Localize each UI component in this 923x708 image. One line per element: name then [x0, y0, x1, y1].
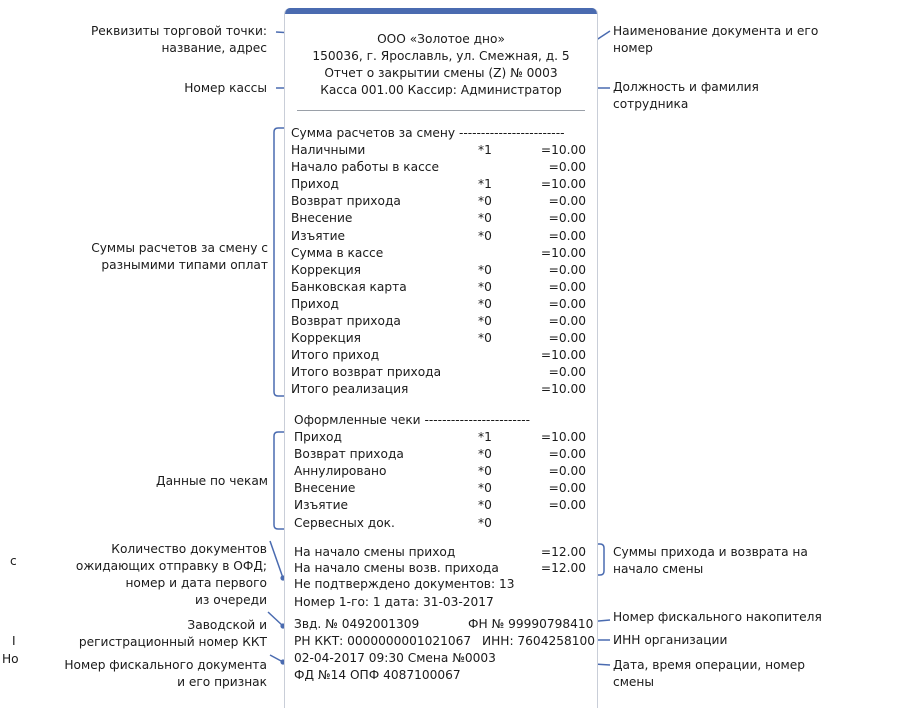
row-label: Приход [291, 177, 339, 192]
row-label: Возврат прихода [291, 194, 401, 209]
row-amount: =0.00 [548, 194, 586, 209]
annotation-datetime: Дата, время операции, номер смены [613, 658, 805, 689]
annotation-register: Номер кассы [184, 81, 267, 95]
header-divider [297, 110, 585, 111]
row-label: На начало смены приход [294, 545, 456, 559]
row-amount: =0.00 [548, 262, 586, 277]
first-doc-number: Номер 1-го: 1 дата: 31-03-2017 [294, 595, 494, 609]
row-amount: =0.00 [548, 498, 586, 513]
annotation-checks: Данные по чекам [156, 474, 268, 488]
annotation-fn: Номер фискального накопителя [613, 610, 822, 624]
row-label: Изъятие [294, 498, 349, 513]
annotation-doc-name: Наименование документа и его номер [613, 24, 819, 55]
rn-kkt: РН ККТ: 0000000001021067 [294, 634, 472, 648]
row-label: Коррекция [291, 331, 361, 346]
row-count: *0 [478, 279, 492, 294]
row-amount: =0.00 [548, 464, 586, 479]
row-count: *0 [478, 331, 492, 346]
row-count: *0 [478, 481, 492, 496]
totals-section-title: Сумма расчетов за смену ------------------------ [291, 126, 565, 140]
annotation-inn: ИНН организации [613, 633, 728, 647]
row-label: Банковская карта [291, 279, 407, 294]
row-count: *0 [478, 194, 492, 209]
row-amount: =10.00 [540, 348, 586, 363]
row-label: Внесение [294, 481, 356, 496]
row-count: *0 [478, 464, 492, 479]
row-amount: =0.00 [548, 228, 586, 243]
row-label: Изъятие [291, 228, 346, 243]
row-count: *0 [478, 515, 492, 530]
row-label: Приход [294, 430, 342, 444]
row-amount: =0.00 [548, 365, 586, 380]
annotation-fd: Номер фискального документа и его признак [64, 658, 267, 689]
annotation-payment-types: Суммы расчетов за смену с разнымими типами оплат [91, 241, 268, 272]
checks-section-title: Оформленные чеки ------------------------ [294, 413, 531, 427]
receipt [284, 8, 598, 708]
annotation-shift-sums: Суммы прихода и возврата на начало смены [613, 545, 808, 576]
row-label: Начало работы в кассе [291, 160, 439, 175]
serial-number: Звд. № 0492001309 [294, 617, 420, 631]
row-count: *0 [478, 228, 492, 243]
row-label: Возврат прихода [294, 447, 404, 462]
row-amount: =10.00 [540, 177, 586, 192]
row-amount: =10.00 [540, 430, 586, 444]
annotation-ofd-queue: Количество документов ожидающих отправку в ОФД; номер и дата первого из очереди [75, 542, 267, 607]
row-label: Внесение [291, 211, 353, 226]
row-amount: =10.00 [540, 245, 586, 260]
cashier-line: Касса 001.00 Кассир: Администратор [320, 83, 562, 97]
row-amount: =0.00 [548, 296, 586, 311]
fn-number: ФН № 99990798410 [468, 617, 594, 631]
receipt-top-bar [285, 8, 597, 14]
edge-glyph: с [10, 554, 17, 568]
row-count: *1 [478, 177, 492, 192]
unconfirmed-docs: Не подтверждено документов: 13 [294, 577, 515, 591]
row-label: Итого приход [291, 348, 380, 363]
row-amount: =0.00 [548, 331, 586, 346]
row-label: Коррекция [291, 262, 361, 277]
company-address: 150036, г. Ярославль, ул. Смежная, д. 5 [312, 49, 570, 63]
row-count: *0 [478, 262, 492, 277]
row-amount: =10.00 [540, 143, 586, 157]
edge-glyph: I [12, 634, 16, 648]
row-label: Аннулировано [294, 464, 387, 479]
row-count: *1 [478, 430, 492, 444]
company-name: ООО «Золотое дно» [377, 32, 505, 46]
row-count: *0 [478, 447, 492, 462]
row-count: *1 [478, 143, 492, 157]
row-amount: =0.00 [548, 279, 586, 294]
row-amount: =0.00 [548, 481, 586, 496]
row-label: Итого реализация [291, 382, 409, 397]
row-label: На начало смены возв. прихода [294, 561, 499, 575]
row-label: Наличными [291, 143, 366, 157]
row-amount: =10.00 [540, 382, 586, 397]
row-amount: =12.00 [540, 545, 586, 559]
annotation-position: Должность и фамилия сотрудника [613, 80, 759, 111]
row-label: Итого возврат прихода [291, 365, 442, 380]
report-title: Отчет о закрытии смены (Z) № 0003 [324, 66, 558, 80]
row-count: *0 [478, 296, 492, 311]
row-amount: =0.00 [548, 211, 586, 226]
row-count: *0 [478, 498, 492, 513]
row-label: Возврат прихода [291, 314, 401, 328]
row-amount: =0.00 [548, 160, 586, 175]
row-label: Сумма в кассе [291, 245, 384, 260]
fd-number: ФД №14 ОПФ 4087100067 [294, 668, 461, 682]
operation-datetime: 02-04-2017 09:30 Смена №0003 [294, 651, 496, 665]
annotation-serial: Заводской и регистрационный номер ККТ [78, 618, 267, 649]
row-count: *0 [478, 211, 492, 226]
row-amount: =0.00 [548, 314, 586, 328]
edge-glyph: Но [2, 652, 19, 666]
row-label: Сервесных док. [294, 515, 395, 530]
annotation-store: Реквизиты торговой точки: название, адрес [90, 24, 267, 55]
row-count: *0 [478, 314, 492, 328]
row-amount: =12.00 [540, 561, 586, 575]
row-label: Приход [291, 296, 339, 311]
inn: ИНН: 7604258100 [482, 634, 595, 648]
row-amount: =0.00 [548, 447, 586, 462]
